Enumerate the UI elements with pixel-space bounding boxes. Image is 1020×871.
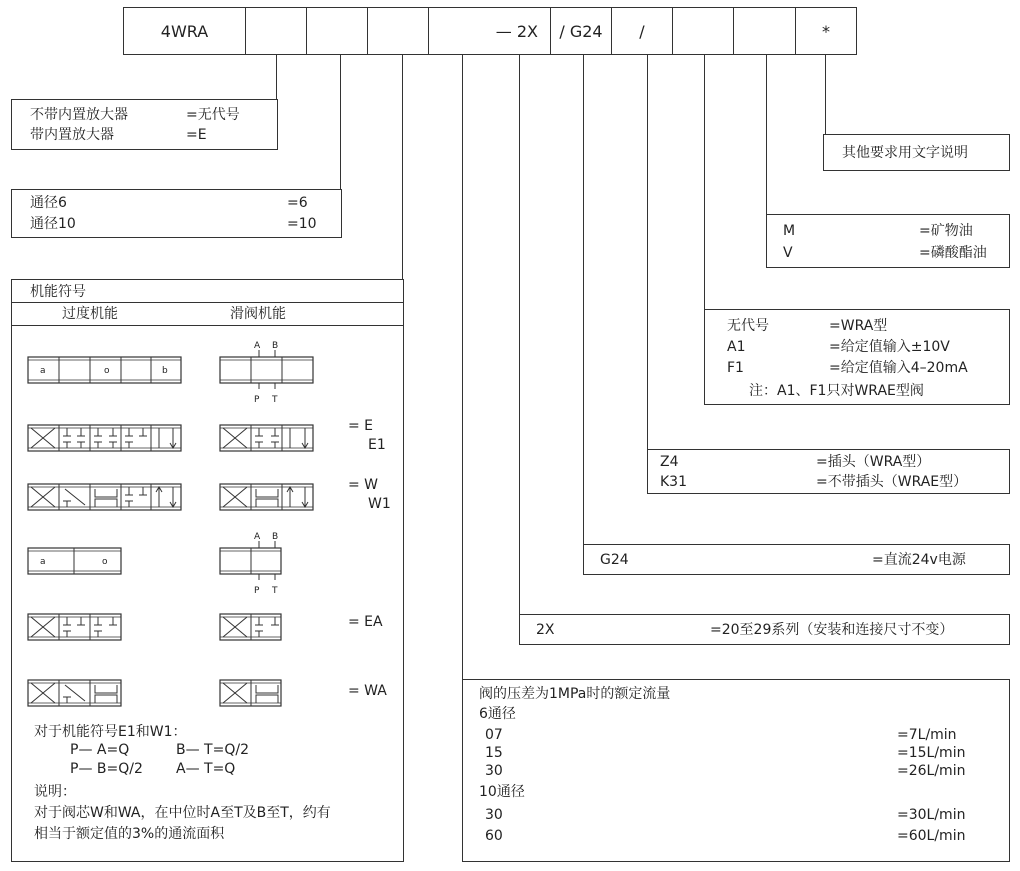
flow-size10: 10通径 [479, 784, 525, 800]
seal-box [766, 214, 1010, 268]
port-label-T2: T [272, 586, 278, 596]
note-line1-right: B— T=Q/2 [176, 742, 249, 758]
flow6-value-2: =26L/min [897, 763, 966, 779]
plug-label-0: Z4 [660, 454, 679, 470]
code-e: = E [348, 418, 374, 434]
symbol-spool-w [219, 481, 315, 513]
size-value-1: =10 [287, 216, 317, 232]
explain-title: 说明： [34, 784, 76, 800]
series-label: 2X [536, 622, 555, 638]
flow10-label-1: 60 [485, 828, 503, 844]
explain-line1: 对于阀芯W和WA，在中位时A至T及B至T，约有 [34, 805, 331, 821]
symbol-spool-ea [219, 611, 283, 643]
plug-label-1: K31 [660, 474, 687, 490]
voltage-box [583, 544, 1010, 575]
leader-flow [462, 55, 463, 680]
note-line2-right: A— T=Q [176, 761, 236, 777]
voltage-value: =直流24v电源 [872, 552, 966, 568]
symbol-spool-abpt-2 [219, 545, 283, 577]
amplifier-label-1: 带内置放大器 [30, 127, 114, 143]
port-label-b: b [162, 366, 168, 376]
seal-value-0: =矿物油 [919, 223, 973, 239]
nominal-size-box [11, 189, 342, 238]
plug-value-0: =插头（WRA型） [816, 454, 931, 470]
header-cell-type [123, 7, 246, 55]
flow6-label-2: 30 [485, 763, 503, 779]
leader-other [825, 55, 826, 135]
amplifier-box [11, 99, 278, 150]
functions-title: 机能符号 [30, 284, 86, 300]
seal-label-0: M [783, 223, 796, 239]
flow-size6: 6通径 [479, 706, 516, 722]
header-cell-text: * [822, 21, 830, 41]
setpoint-label-2: F1 [727, 360, 744, 376]
setpoint-label-1: A1 [727, 339, 746, 355]
symbol-spool-e [219, 422, 315, 454]
header-cell-function [367, 7, 429, 55]
seal-value-1: =磷酸酯油 [919, 245, 987, 261]
header-cell-text: — 2X [495, 21, 538, 41]
port-label-T1: T [272, 395, 278, 405]
explain-line2: 相当于额定值的3%的通流面积 [34, 826, 225, 842]
flow10-label-0: 30 [485, 807, 503, 823]
leader-size [340, 55, 341, 190]
leader-plug [647, 55, 648, 450]
note-line2-left: P— B=Q/2 [70, 761, 143, 777]
port-label-B1: B [272, 341, 279, 351]
amplifier-value-0: =无代号 [186, 107, 240, 123]
other-box [823, 134, 1010, 171]
series-value: =20至29系列（安装和连接尺寸不变） [710, 622, 954, 638]
header-cell-setpoint [672, 7, 734, 55]
flow10-value-0: =30L/min [897, 807, 966, 823]
leader-series [519, 55, 520, 615]
header-cell-text: / G24 [559, 21, 603, 41]
size-label-0: 通径6 [30, 195, 67, 211]
symbol-spool-wa [219, 677, 283, 709]
header-cell-amplifier [245, 7, 307, 55]
header-cell-seal [733, 7, 796, 55]
setpoint-box [704, 309, 1010, 405]
header-cell-plug [611, 7, 673, 55]
symbol-spool-abpt [219, 354, 315, 386]
amplifier-value-1: =E [186, 127, 207, 143]
symbol-transition-wa [27, 677, 123, 709]
code-w: = W [348, 477, 379, 493]
flow6-label-0: 07 [485, 727, 503, 743]
symbol-transition-e [27, 422, 183, 454]
setpoint-value-1: =给定值输入±10V [829, 339, 950, 355]
flow-title: 阀的压差为1MPa时的额定流量 [479, 686, 671, 702]
plug-value-1: =不带插头（WRAE型） [816, 474, 968, 490]
series-box [519, 614, 1010, 645]
header-cell-text: / [639, 21, 645, 41]
plug-box [647, 449, 1010, 494]
header-cell-size [306, 7, 368, 55]
functions-col-spool: 滑阀机能 [230, 306, 286, 322]
leader-setpoint [704, 55, 705, 310]
seal-label-1: V [783, 245, 793, 261]
port-label-A2: A [254, 532, 261, 542]
note-line1-left: P— A=Q [70, 742, 130, 758]
leader-function [402, 55, 403, 280]
symbol-transition-w [27, 481, 183, 513]
port-label-a2: a [40, 557, 46, 567]
leader-voltage [583, 55, 584, 545]
flow-box [462, 679, 1010, 862]
code-e1: E1 [368, 437, 386, 453]
functions-title-divider [12, 302, 403, 303]
flow10-value-1: =60L/min [897, 828, 966, 844]
port-label-o: o [104, 366, 110, 376]
functions-col-transition: 过度机能 [62, 306, 118, 322]
port-label-a: a [40, 366, 46, 376]
port-label-A1: A [254, 341, 261, 351]
code-wa: = WA [348, 683, 387, 699]
setpoint-value-0: =WRA型 [829, 318, 888, 334]
header-cell-other [795, 7, 857, 55]
header-cell-series [428, 7, 551, 55]
note-title: 对于机能符号E1和W1： [34, 724, 187, 740]
code-ea: = EA [348, 614, 383, 630]
code-w1: W1 [368, 496, 391, 512]
port-label-P2: P [254, 586, 260, 596]
setpoint-label-0: 无代号 [727, 318, 769, 334]
header-cell-text: 4WRA [160, 21, 209, 41]
setpoint-value-2: =给定值输入4–20mA [829, 360, 968, 376]
symbol-transition-ea [27, 611, 123, 643]
size-value-0: =6 [287, 195, 308, 211]
leader-amplifier [276, 55, 277, 100]
port-label-B2: B [272, 532, 279, 542]
flow6-label-1: 15 [485, 745, 503, 761]
header-cell-voltage [550, 7, 612, 55]
port-label-P1: P [254, 395, 260, 405]
setpoint-note: 注：A1、F1只对WRAE型阀 [749, 383, 924, 399]
flow6-value-0: =7L/min [897, 727, 957, 743]
amplifier-label-0: 不带内置放大器 [30, 107, 128, 123]
leader-seal [766, 55, 767, 215]
voltage-label: G24 [600, 552, 629, 568]
other-text: 其他要求用文字说明 [842, 145, 968, 161]
size-label-1: 通径10 [30, 216, 76, 232]
functions-header-divider [12, 325, 403, 326]
flow6-value-1: =15L/min [897, 745, 966, 761]
port-label-o2: o [102, 557, 108, 567]
